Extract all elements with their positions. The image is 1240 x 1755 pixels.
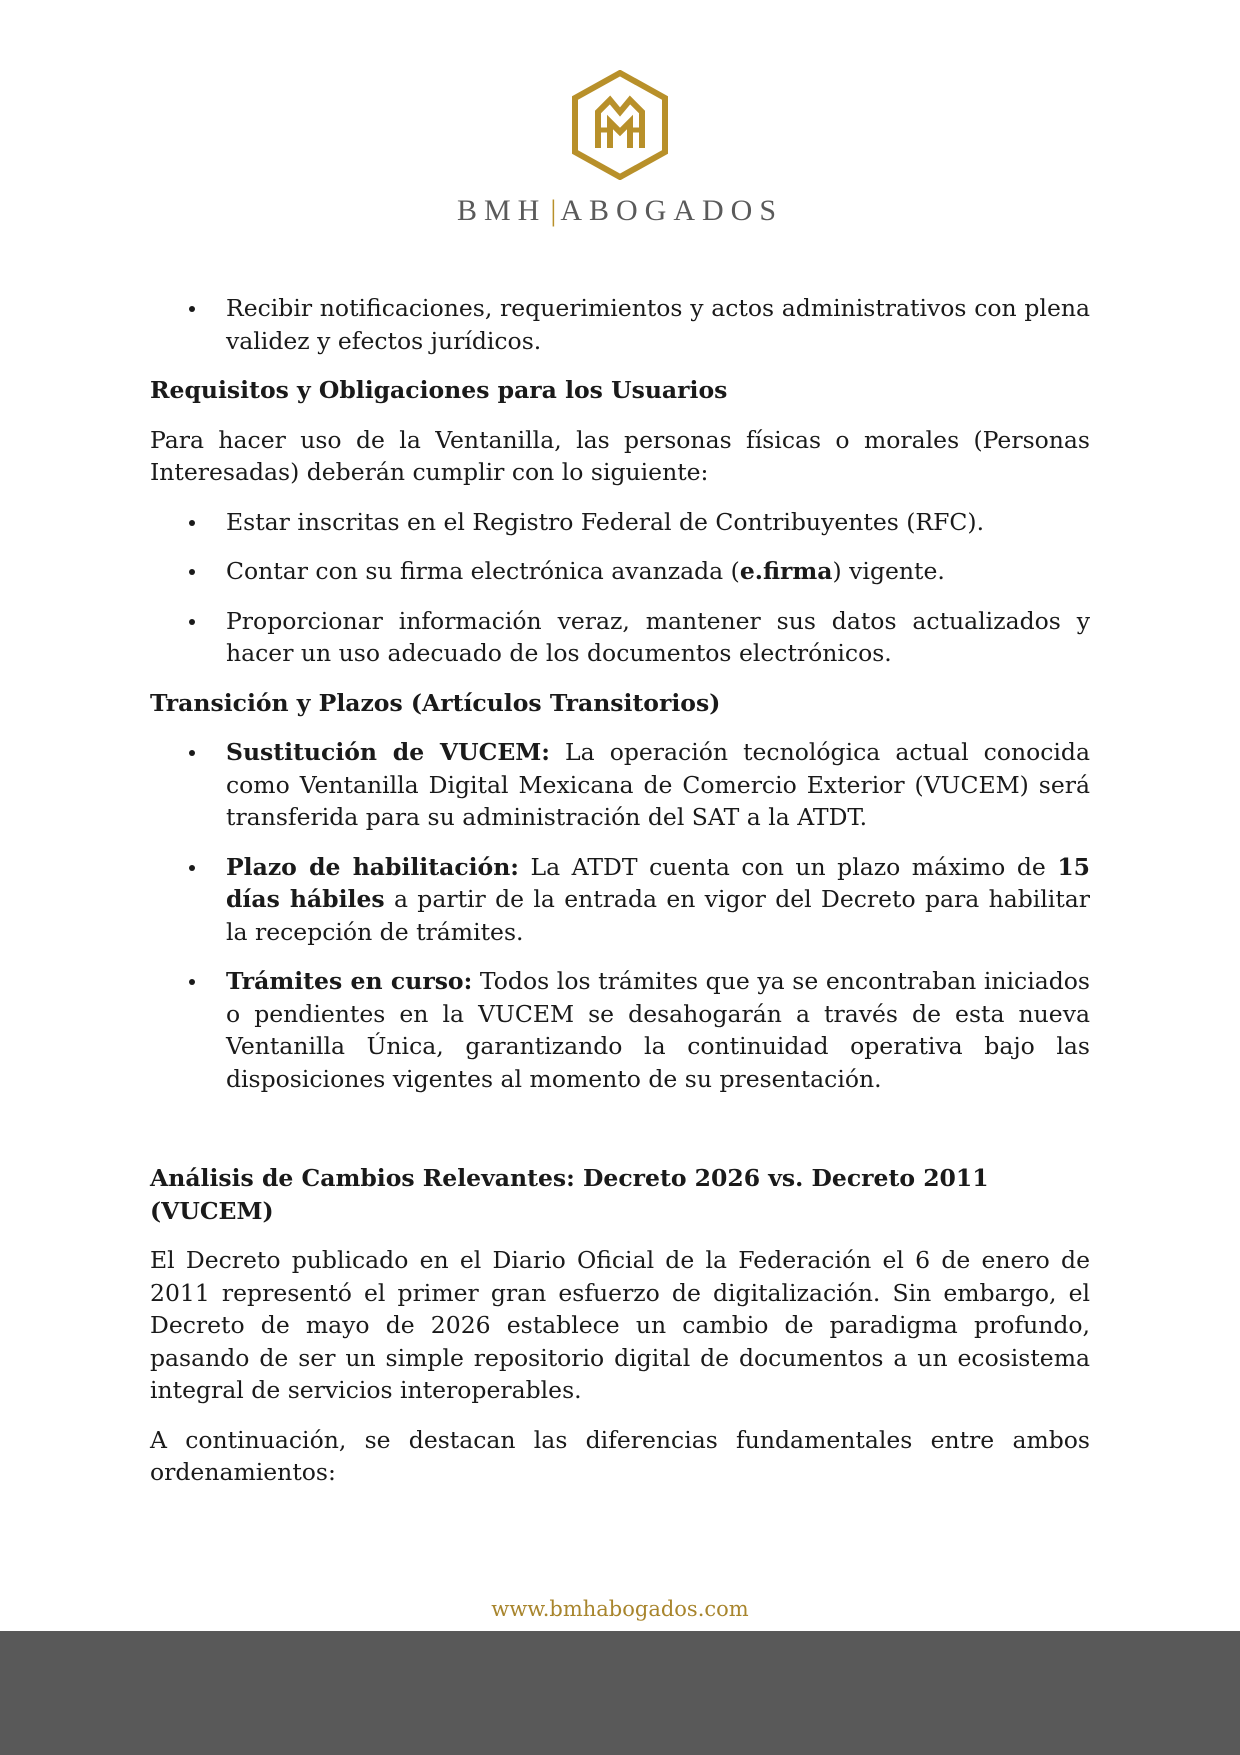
list-item: Recibir notificaciones, requerimientos y actos administrativos con plena validez y efectos jurídicos. [150,292,1090,357]
header-logo [0,70,1240,228]
website-link[interactable]: www.bmhabogados.com [491,1597,749,1621]
item-title: Sustitución de VUCEM: [226,738,550,766]
document-body [150,292,1090,1489]
list-item: Estar inscritas en el Registro Federal de Contribuyentes (RFC). [150,506,1090,539]
brand-separator: | [550,194,557,227]
efirma-bold: e.firma [739,557,833,585]
bullet-list-1 [150,292,1090,357]
list-item [150,736,1090,834]
footer-band [0,1631,1240,1755]
brand-right: ABOGADOS [560,194,784,227]
item-text: La operación tecnológica actual conocida como Ventanilla Digital Mexicana de Comercio Exterior (VUCEM) será transferida para su administración del SAT a la ATDT. [226,738,1090,831]
list-item [150,965,1090,1095]
bmh-hexagon-logo-icon [570,70,670,180]
item-text: a partir de la entrada en vigor del Decreto para habilitar la recepción de trámites. [226,885,1091,946]
list-item: Proporcionar información veraz, mantener sus datos actualizados y hacer un uso adecuado de los documentos electrónicos. [150,605,1090,670]
heading-requisitos: Requisitos y Obligaciones para los Usuarios [150,376,728,404]
list-item-text: Contar con su firma electrónica avanzada ( [226,557,740,585]
heading-transicion: Transición y Plazos (Artículos Transitorios) [150,688,721,717]
item-title: Trámites en curso: [226,967,473,995]
brand-name [0,194,1240,228]
paragraph-analisis-2: A continuación, se destacan las diferencias fundamentales entre ambos ordenamientos: [150,1425,1090,1486]
paragraph-analisis-1: El Decreto publicado en el Diario Oficial de la Federación el 6 de enero de 2011 representó el primer gran esfuerzo de digitalización. Sin embargo, el Decreto de mayo de 2026 establece un cambio de paradigma profundo, pasando de ser un simple repositorio digital de documentos a un ecosistema integral de servicios interoperables. [150,1246,1090,1404]
paragraph-requisitos-intro: Para hacer uso de la Ventanilla, las personas físicas o morales (Personas Interesadas) deberán cumplir con lo siguiente: [150,425,1090,486]
item-title: Plazo de habilitación: [226,852,519,881]
item-emphasis: 15 días hábiles [226,852,1091,913]
list-item-text: ) vigente. [832,557,945,585]
brand-left: BMH [456,194,547,227]
item-text: La ATDT cuenta con un plazo máximo de [519,852,1058,881]
item-text: Todos los trámites que ya se encontraban iniciados o pendientes en la VUCEM se desahogarán a través de esta nueva Ventanilla Única, garantizando la continuidad operativa bajo las disposiciones vigentes al momento de su presentación. [226,967,1090,1093]
bullet-list-2 [150,506,1090,670]
list-item [150,851,1090,949]
bullet-list-3 [150,736,1090,1095]
list-item [150,555,1090,588]
heading-analisis: Análisis de Cambios Relevantes: Decreto 2026 vs. Decreto 2011 (VUCEM) [150,1164,989,1225]
